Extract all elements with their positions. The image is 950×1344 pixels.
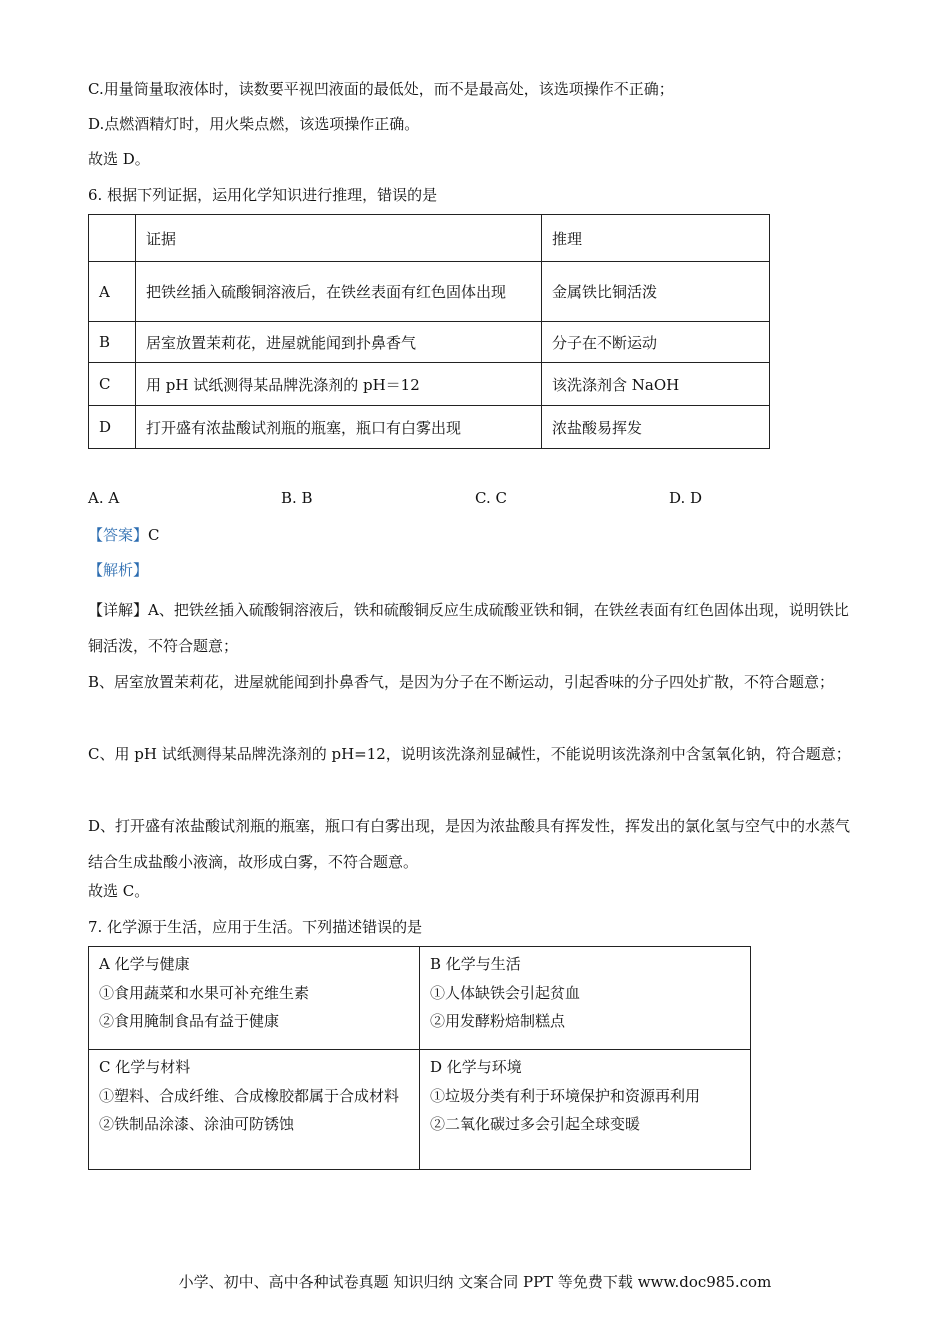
option-b: B. B (281, 489, 313, 507)
table-cell: D (89, 406, 136, 449)
table-row (89, 262, 770, 322)
table-cell (420, 1050, 751, 1170)
table-cell: C (89, 363, 136, 406)
table-header-row (89, 215, 770, 262)
cell-item: ②二氧化碳过多会引起全球变暖 (430, 1115, 641, 1133)
table-cell: 该洗涤剂含 NaOH (542, 363, 770, 406)
previous-conclusion: 故选 D。 (88, 150, 150, 168)
table-row (89, 363, 770, 406)
detail-c: C、用 pH 试纸测得某品牌洗涤剂的 pH=12，说明该洗涤剂显碱性，不能说明该洗涤剂中含氢氧化钠，符合题意； (88, 745, 851, 763)
table-cell: 分子在不断运动 (542, 322, 770, 363)
table-row (89, 406, 770, 449)
cell-item: ②食用腌制食品有益于健康 (99, 1012, 280, 1030)
cell-item: ①人体缺铁会引起贫血 (430, 984, 581, 1002)
detail-a-text: A、把铁丝插入硫酸铜溶液后，铁和硫酸铜反应生成硫酸亚铁和铜，在铁丝表面有红色固体出现，说明铁比铜活泼，不符合题意； (88, 601, 849, 655)
page-footer: 小学、初中、高中各种试卷真题 知识归纳 文案合同 PPT 等免费下载 www.doc985.com (178, 1273, 772, 1291)
table-cell: A (89, 262, 136, 322)
table-cell: B (89, 322, 136, 363)
analysis-tag: 【解析】 (88, 561, 149, 579)
option-d-explanation: D.点燃酒精灯时，用火柴点燃，该选项操作正确。 (88, 115, 420, 133)
table-cell: 用 pH 试纸测得某品牌洗涤剂的 pH＝12 (136, 363, 542, 406)
answer-tag: 【答案】 (88, 526, 149, 544)
table-cell (89, 947, 420, 1050)
cell-item: ①塑料、合成纤维、合成橡胶都属于合成材料 (99, 1087, 400, 1105)
table-cell: 居室放置茉莉花，进屋就能闻到扑鼻香气 (136, 322, 542, 363)
question-7-table (88, 946, 751, 1170)
cell-title: B 化学与生活 (430, 955, 521, 973)
table-cell (89, 1050, 420, 1170)
table-row (89, 1050, 751, 1170)
table-header-cell: 推理 (542, 215, 770, 262)
option-c: C. C (475, 489, 507, 507)
cell-item: ②用发酵粉焙制糕点 (430, 1012, 566, 1030)
cell-item: ①食用蔬菜和水果可补充维生素 (99, 984, 310, 1002)
detail-tag: 【详解】 (88, 601, 149, 619)
question-7-stem: 7. 化学源于生活，应用于生活。下列描述错误的是 (88, 918, 423, 936)
cell-item: ①垃圾分类有利于环境保护和资源再利用 (430, 1087, 701, 1105)
cell-title: A 化学与健康 (99, 955, 190, 973)
table-cell: 浓盐酸易挥发 (542, 406, 770, 449)
detail-a (88, 592, 863, 664)
cell-title: D 化学与环境 (430, 1058, 522, 1076)
table-header-cell (89, 215, 136, 262)
question-6-table (88, 214, 770, 449)
option-c-explanation: C.用量筒量取液体时，读数要平视凹液面的最低处，而不是最高处，该选项操作不正确； (88, 80, 674, 98)
table-cell (420, 947, 751, 1050)
table-cell: 金属铁比铜活泼 (542, 262, 770, 322)
question-6-conclusion: 故选 C。 (88, 882, 150, 900)
detail-b: B、居室放置茉莉花，进屋就能闻到扑鼻香气，是因为分子在不断运动，引起香味的分子四处扩散，不符合题意； (88, 673, 835, 691)
table-header-cell: 证据 (136, 215, 542, 262)
table-row (89, 322, 770, 363)
table-row (89, 947, 751, 1050)
answer-line (88, 524, 160, 545)
answer-value: C (148, 526, 160, 544)
option-a: A. A (88, 489, 120, 507)
option-d: D. D (669, 489, 703, 507)
question-6-stem: 6. 根据下列证据，运用化学知识进行推理，错误的是 (88, 186, 438, 204)
cell-item: ②铁制品涂漆、涂油可防锈蚀 (99, 1115, 295, 1133)
table-cell: 把铁丝插入硫酸铜溶液后，在铁丝表面有红色固体出现 (136, 262, 542, 322)
table-cell: 打开盛有浓盐酸试剂瓶的瓶塞，瓶口有白雾出现 (136, 406, 542, 449)
detail-d: D、打开盛有浓盐酸试剂瓶的瓶塞，瓶口有白雾出现，是因为浓盐酸具有挥发性，挥发出的氯化氢与空气中的水蒸气结合生成盐酸小液滴，故形成白雾，不符合题意。 (88, 817, 851, 871)
cell-title: C 化学与材料 (99, 1058, 191, 1076)
